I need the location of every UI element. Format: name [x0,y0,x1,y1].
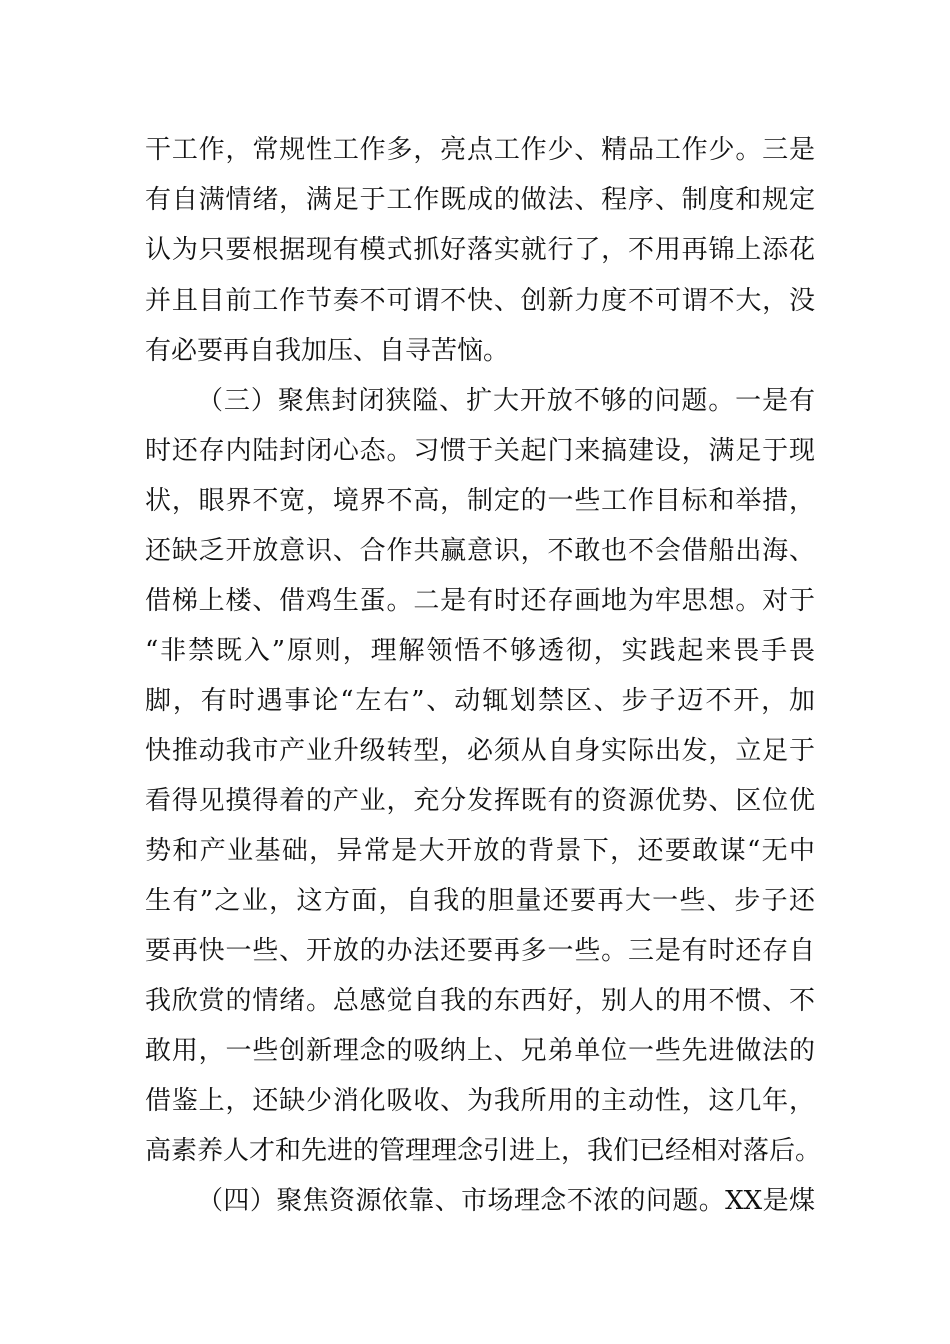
text-line: 要再快一些、开放的办法还要再多一些。三是有时还存自 [145,936,815,966]
text-line: 势和产业基础，异常是大开放的背景下，还要敢谋“无中 [145,836,815,866]
text-line: 有自满情绪，满足于工作既成的做法、程序、制度和规定 [145,185,815,215]
text-line: 借梯上楼、借鸡生蛋。二是有时还存画地为牢思想。对于 [145,586,815,616]
text-line: 高素养人才和先进的管理理念引进上，我们已经相对落后。 [145,1136,822,1166]
paragraph-heading-line: （四）聚焦资源依靠、市场理念不浓的问题。XX是煤 [197,1186,815,1216]
text-line: 我欣赏的情绪。总感觉自我的东西好，别人的用不惯、不 [145,986,815,1016]
text-line: 状，眼界不宽，境界不高，制定的一些工作目标和举措， [145,486,815,516]
text-line: 看得见摸得着的产业，充分发挥既有的资源优势、区位优 [145,786,815,816]
text-line: 并且目前工作节奏不可谓不快、创新力度不可谓不大，没 [145,286,815,316]
text-line: “非禁既入”原则，理解领悟不够透彻，实践起来畏手畏 [145,636,815,666]
text-line: 生有”之业，这方面，自我的胆量还要再大一些、步子还 [145,886,815,916]
text-line: 快推动我市产业升级转型，必须从自身实际出发，立足于 [145,736,815,766]
text-line: 有必要再自我加压、自寻苦恼。 [145,336,510,366]
text-line: 脚，有时遇事论“左右”、动辄划禁区、步子迈不开，加 [145,686,815,716]
text-line: 敢用，一些创新理念的吸纳上、兄弟单位一些先进做法的 [145,1036,815,1066]
text-line: 还缺乏开放意识、合作共赢意识，不敢也不会借船出海、 [145,536,815,566]
text-line: 时还存内陆封闭心态。习惯于关起门来搞建设，满足于现 [145,436,815,466]
text-line: 借鉴上，还缺少消化吸收、为我所用的主动性，这几年， [145,1086,815,1116]
text-line: 认为只要根据现有模式抓好落实就行了，不用再锦上添花 [145,235,815,265]
paragraph-heading-line: （三）聚焦封闭狭隘、扩大开放不够的问题。一是有 [197,386,815,416]
text-line: 干工作，常规性工作多，亮点工作少、精品工作少。三是 [145,135,815,165]
